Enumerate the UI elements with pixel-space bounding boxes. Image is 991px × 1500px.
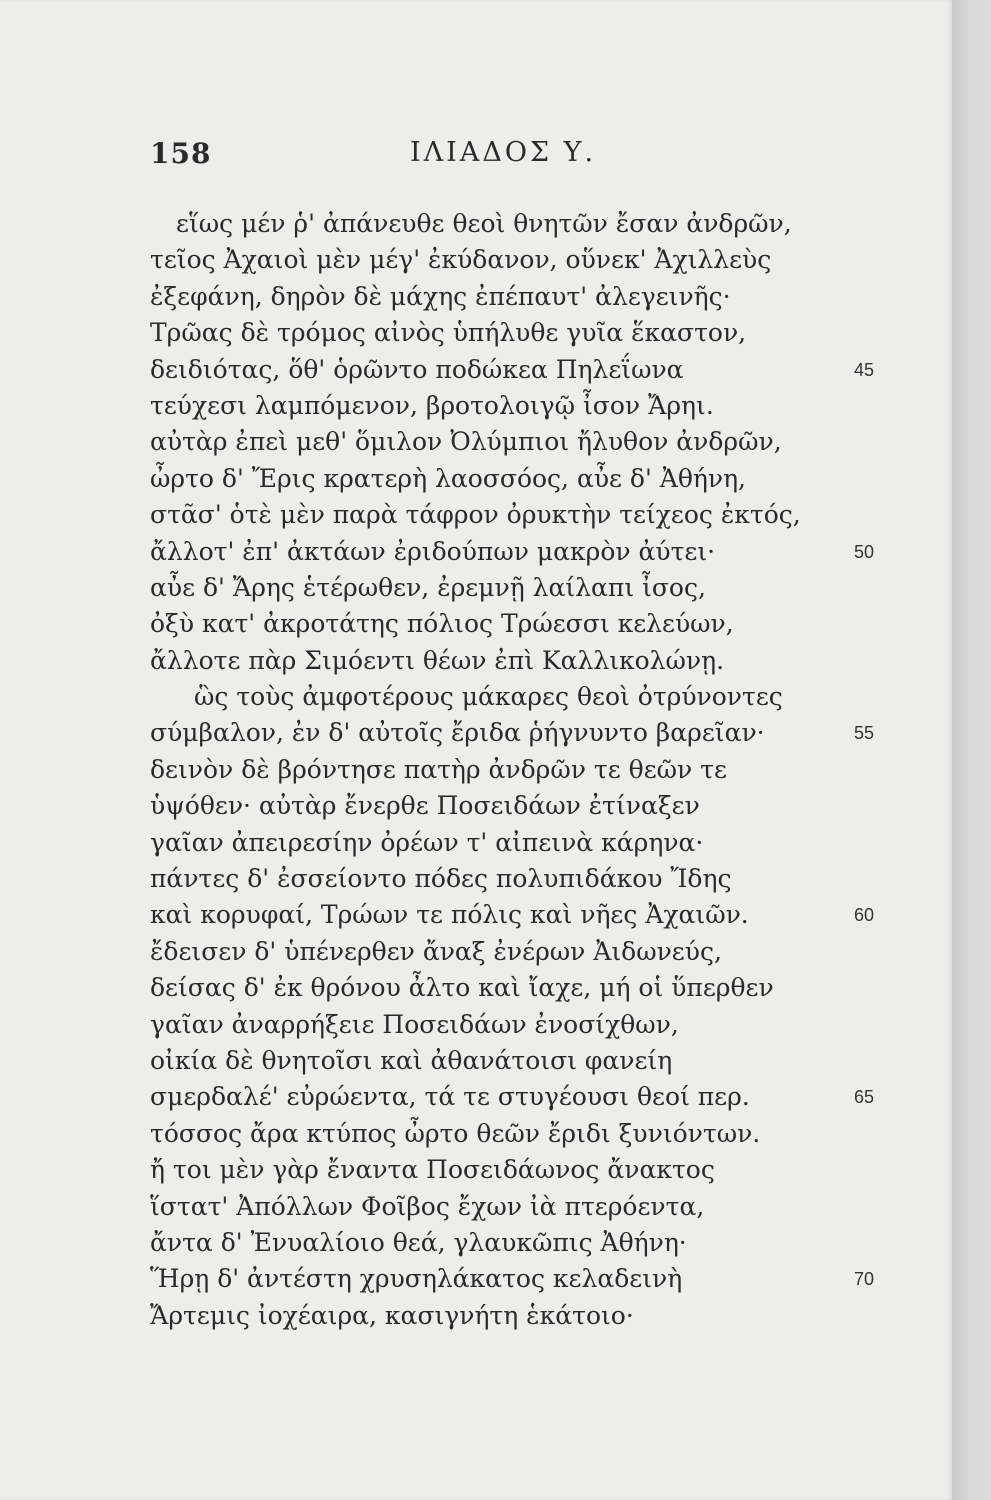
verse-line bbox=[150, 1152, 930, 1188]
verse-line bbox=[150, 897, 930, 933]
verse-line bbox=[150, 388, 930, 424]
verse-line bbox=[150, 970, 930, 1006]
verse-line bbox=[150, 934, 930, 970]
verse-text: σύμβαλον, ἐν δ' αὐτοῖς ἔριδα ῥήγνυντο βαρεῖαν· bbox=[150, 718, 765, 748]
verse-text: δεινὸν δὲ βρόντησε πατὴρ ἀνδρῶν τε θεῶν τε bbox=[150, 754, 727, 784]
verse-text: ἄλλοτε πὰρ Σιμόεντι θέων ἐπὶ Καλλικολώνῃ. bbox=[150, 645, 725, 675]
verse-text: Ἥρῃ δ' ἀντέστη χρυσηλάκατος κελαδεινὴ bbox=[150, 1264, 683, 1294]
verse-line bbox=[150, 679, 930, 715]
verse-line bbox=[150, 1116, 930, 1152]
verse-line bbox=[150, 861, 930, 897]
verse-text: Ἄρτεμις ἰοχέαιρα, κασιγνήτη ἑκάτοιο· bbox=[150, 1300, 634, 1330]
page-header bbox=[150, 137, 770, 177]
line-number: 65 bbox=[854, 1087, 875, 1108]
verse-text: καὶ κορυφαί, Τρώων τε πόλις καὶ νῆες Ἀχαιῶν. bbox=[150, 900, 749, 930]
verse-text: ἄντα δ' Ἐνυαλίοιο θεά, γλαυκῶπις Ἀθήνη· bbox=[150, 1227, 687, 1257]
verse-text: ὀξὺ κατ' ἀκροτάτης πόλιος Τρώεσσι κελεύων, bbox=[150, 609, 734, 639]
verse-line bbox=[150, 1007, 930, 1043]
line-number: 45 bbox=[854, 359, 875, 380]
verse-text: στᾶσ' ὁτὲ μὲν παρὰ τάφρον ὀρυκτὴν τείχεος ἐκτός, bbox=[150, 500, 801, 530]
verse-line bbox=[150, 1043, 930, 1079]
verse-text: σμερδαλέ' εὐρώεντα, τά τε στυγέουσι θεοί περ. bbox=[150, 1082, 750, 1112]
verse-text: ἄλλοτ' ἐπ' ἀκτάων ἐριδούπων μακρὸν ἀύτει· bbox=[150, 536, 716, 566]
verse-text: δείσας δ' ἐκ θρόνου ἆλτο καὶ ἴαχε, μή οἱ ὕπερθεν bbox=[150, 973, 774, 1003]
verse-line bbox=[150, 788, 930, 824]
verse-text: οἰκία δὲ θνητοῖσι καὶ ἀθανάτοισι φανείη bbox=[150, 1045, 673, 1075]
verse-line bbox=[150, 352, 930, 388]
verse-line bbox=[150, 1298, 930, 1334]
line-number: 60 bbox=[854, 905, 875, 926]
running-title: ΙΛΙΑΔΟΣ Υ. bbox=[410, 137, 597, 168]
verse-line bbox=[150, 1189, 930, 1225]
verse-text: αὖε δ' Ἄρης ἑτέρωθεν, ἐρεμνῇ λαίλαπι ἶσος, bbox=[150, 572, 706, 602]
page-number: 158 bbox=[150, 137, 212, 170]
verse-line bbox=[150, 279, 930, 315]
line-number: 55 bbox=[854, 723, 875, 744]
verse-line bbox=[150, 643, 930, 679]
verse-text: τόσσος ἄρα κτύπος ὦρτο θεῶν ἔριδι ξυνιόντων. bbox=[150, 1118, 761, 1148]
verse-text: ἐξεφάνη, δηρὸν δὲ μάχης ἐπέπαυτ' ἀλεγεινῆς· bbox=[150, 281, 731, 311]
verse-text: πάντες δ' ἐσσείοντο πόδες πολυπιδάκου Ἴδης bbox=[150, 864, 732, 894]
verse-line bbox=[150, 570, 930, 606]
verse-text: τεύχεσι λαμπόμενον, βροτολοιγῷ ἶσον Ἄρηι. bbox=[150, 390, 714, 420]
verse-line bbox=[150, 606, 930, 642]
verse-line bbox=[150, 1261, 930, 1297]
verse-line bbox=[150, 497, 930, 533]
verse-text: ἵστατ' Ἀπόλλων Φοῖβος ἔχων ἰὰ πτερόεντα, bbox=[150, 1191, 705, 1221]
verse-text: ὣς τοὺς ἀμφοτέρους μάκαρες θεοὶ ὀτρύνοντες bbox=[194, 682, 783, 712]
verse-line bbox=[150, 534, 930, 570]
verse-line bbox=[150, 461, 930, 497]
verse-text: τεῖος Ἀχαιοὶ μὲν μέγ' ἐκύδανον, οὕνεκ' Ἀχιλλεὺς bbox=[150, 245, 772, 275]
verse-text: δειδιότας, ὅθ' ὁρῶντο ποδώκεα Πηλεΐωνα bbox=[150, 354, 684, 384]
line-number: 70 bbox=[854, 1269, 875, 1290]
line-number: 50 bbox=[854, 541, 875, 562]
verse-text: Τρῶας δὲ τρόμος αἰνὸς ὑπήλυθε γυῖα ἕκαστον, bbox=[150, 318, 747, 348]
verse-line bbox=[150, 424, 930, 460]
verse-text: εἵως μέν ῥ' ἀπάνευθε θεοὶ θνητῶν ἔσαν ἀνδρῶν, bbox=[176, 209, 792, 238]
verse-line bbox=[150, 1225, 930, 1261]
page-edge bbox=[952, 0, 991, 1500]
verse-text: ἔδεισεν δ' ὑπένερθεν ἄναξ ἐνέρων Ἀιδωνεύς, bbox=[150, 936, 722, 966]
verse-line bbox=[150, 315, 930, 351]
verse-text: ἤ τοι μὲν γὰρ ἔναντα Ποσειδάωνος ἄνακτος bbox=[150, 1155, 715, 1185]
verse-text: γαῖαν ἀπειρεσίην ὀρέων τ' αἰπεινὰ κάρηνα· bbox=[150, 827, 704, 857]
verse-line bbox=[150, 242, 930, 278]
verse-text: αὐτὰρ ἐπεὶ μεθ' ὅμιλον Ὀλύμπιοι ἤλυθον ἀνδρῶν, bbox=[150, 427, 782, 457]
verse-line bbox=[150, 206, 930, 242]
verse-line bbox=[150, 1079, 930, 1115]
verse-line bbox=[150, 715, 930, 751]
verse-line bbox=[150, 825, 930, 861]
verse-text: ὦρτο δ' Ἔρις κρατερὴ λαοσσόος, αὖε δ' Ἀθήνη, bbox=[150, 463, 747, 493]
verse-text: γαῖαν ἀναρρήξειε Ποσειδάων ἐνοσίχθων, bbox=[150, 1009, 679, 1039]
verse-text: ὑψόθεν· αὐτὰρ ἔνερθε Ποσειδάων ἐτίναξεν bbox=[150, 791, 700, 821]
verse-line bbox=[150, 752, 930, 788]
verse-block bbox=[150, 206, 930, 1334]
